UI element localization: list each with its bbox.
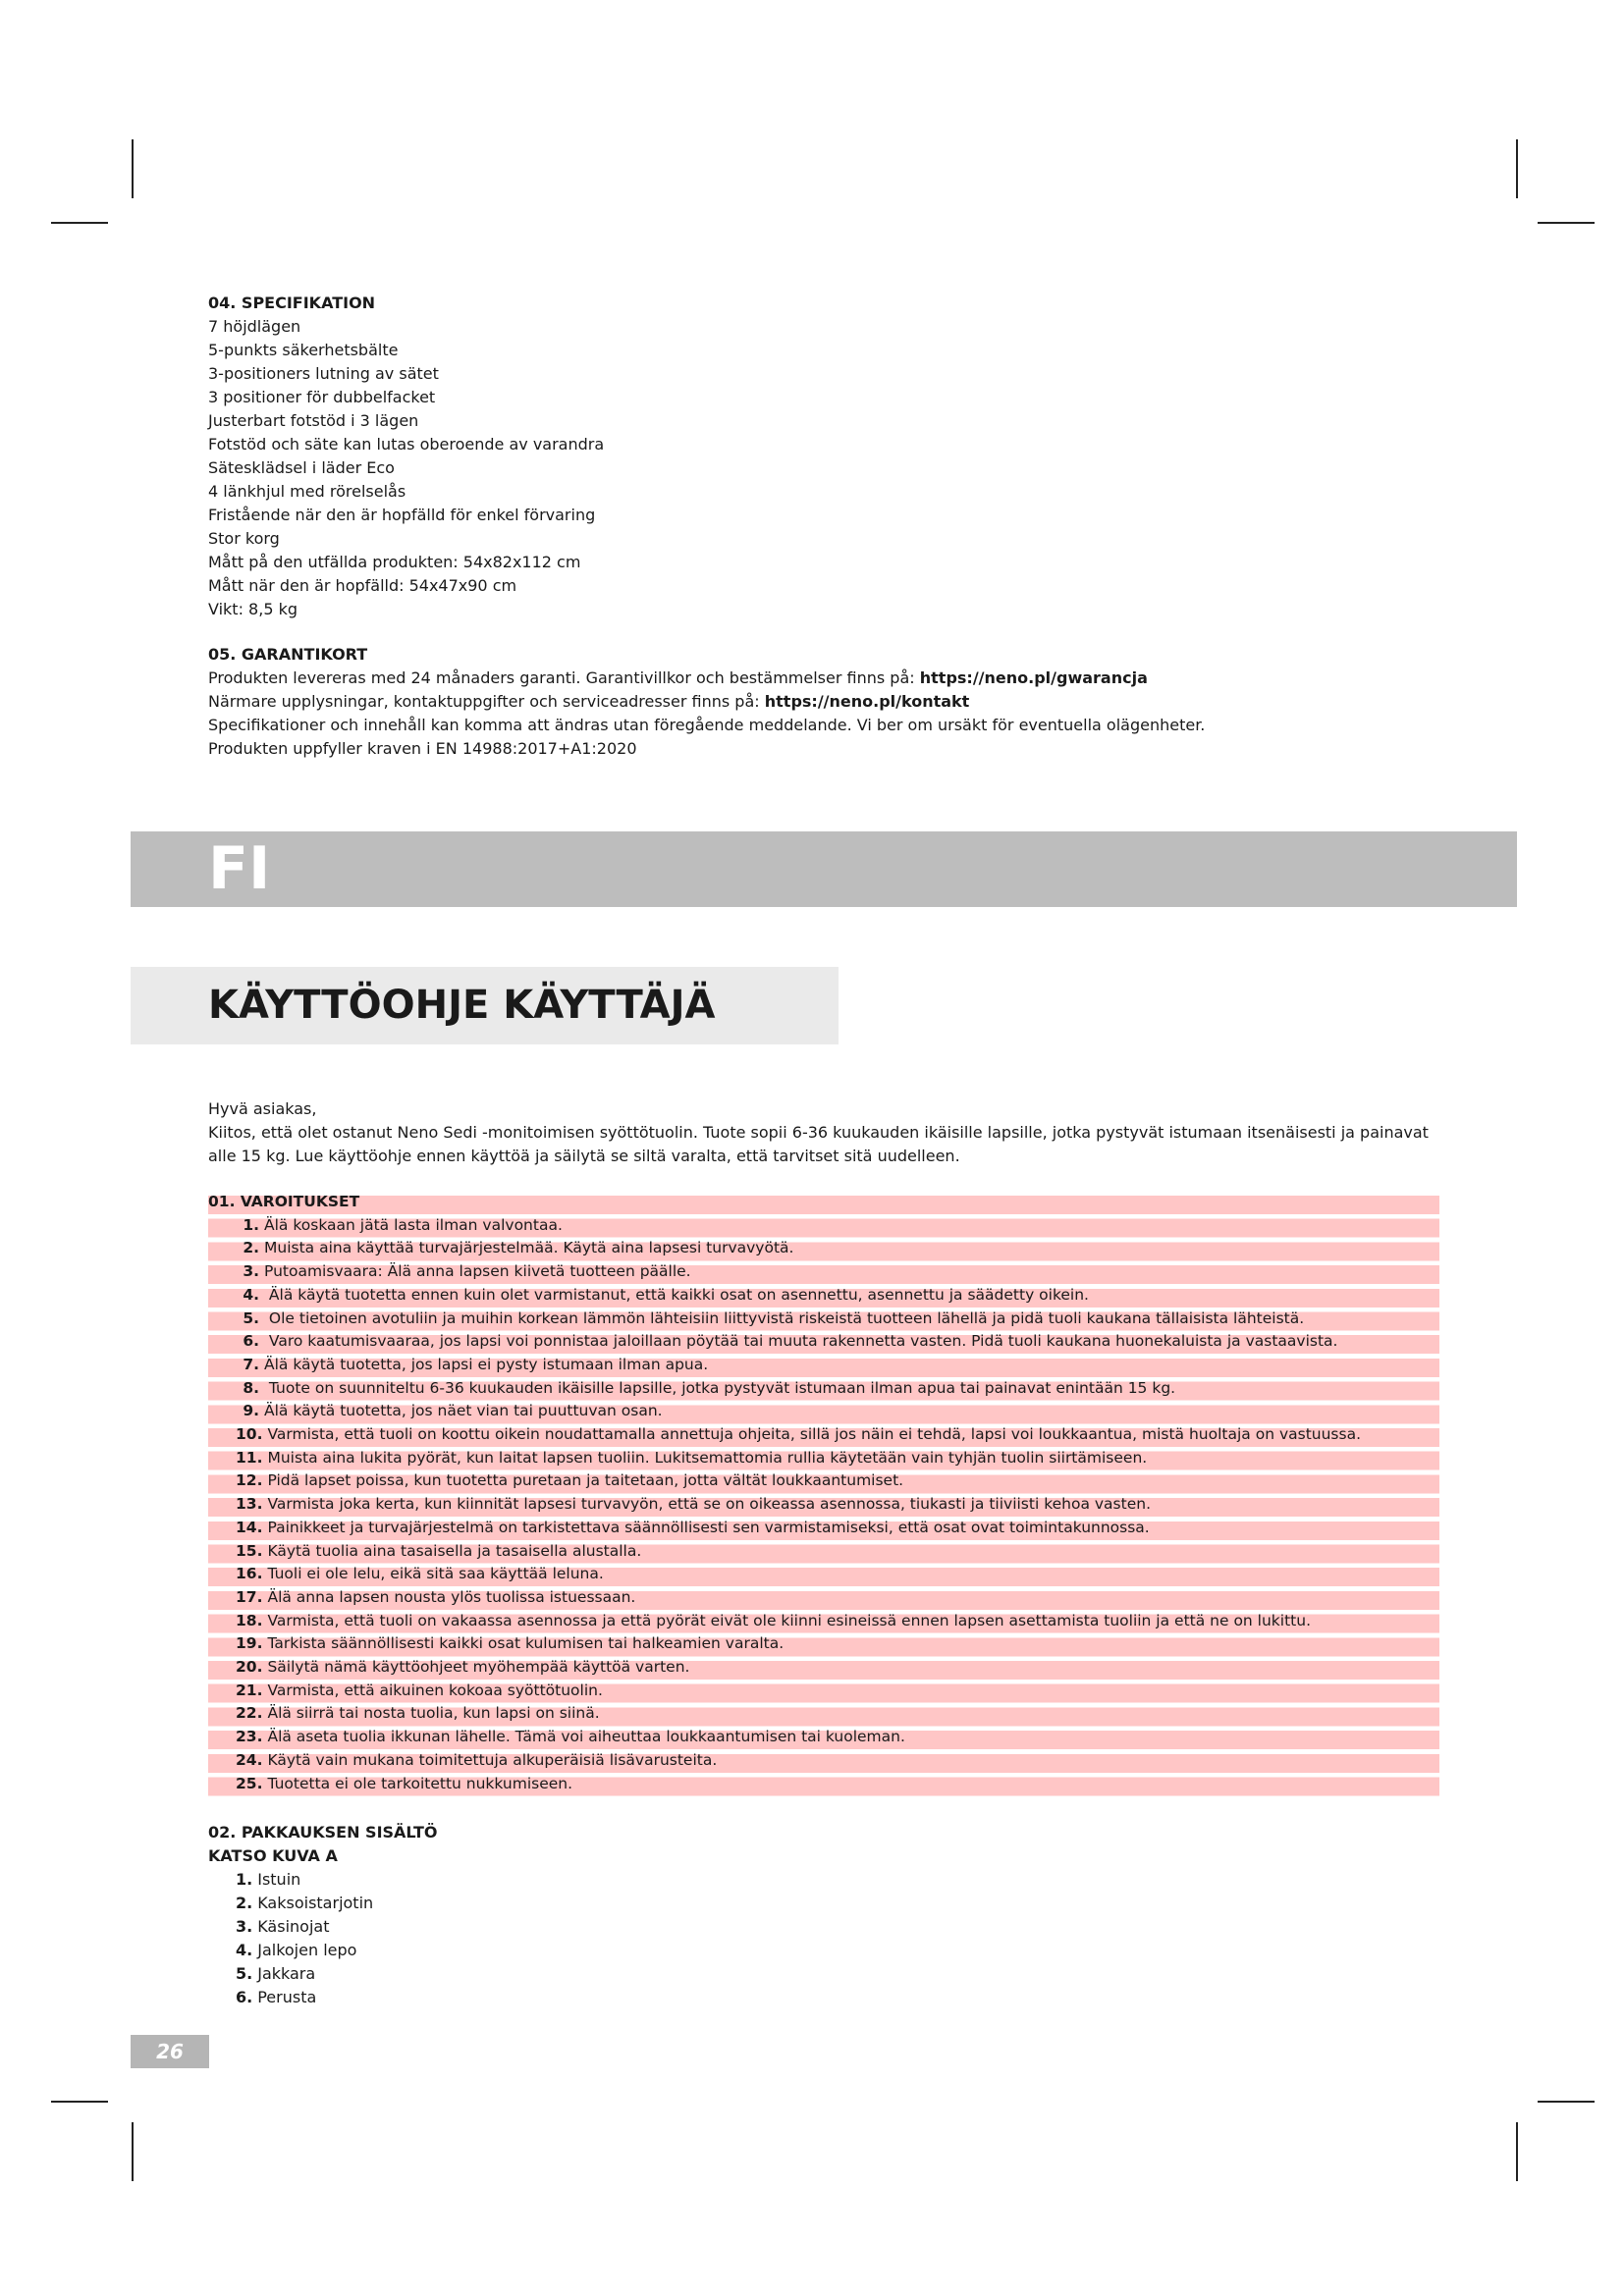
warning-item [208,1308,1361,1331]
item-number: 13. [236,1495,263,1514]
item-number: 9. [243,1402,259,1420]
section-heading: 01. VAROITUKSET [208,1193,360,1210]
intro-line: Kiitos, että olet ostanut Neno Sedi -monitoimisen syöttötuolin. Tuote sopii 6-36 kuukauden ikäisille lapsille, jotka pystyvät istumaan itsenäisesti ja painavat [208,1123,1429,1142]
section-heading: 02. PAKKAUKSEN SISÄLTÖ [208,1823,438,1842]
item-text: Varo kaatumisvaaraa, jos lapsi voi ponnistaa jaloillaan pöytää tai muuta rakennetta vasten. Pidä tuoli kaukana huonekaluista ja vastaavista. [264,1332,1338,1351]
warning-item [208,1284,1361,1308]
warning-item [208,1377,1361,1401]
item-number: 14. [236,1518,263,1536]
warning-item [208,1469,1361,1493]
item-text: Käytä vain mukana toimitettuja alkuperäisiä lisävarusteita. [267,1750,718,1769]
item-number: 5. [243,1308,259,1327]
spec-line: Sätesklädsel i läder Eco [208,458,395,477]
warranty-section [208,643,1205,761]
warning-item [208,1632,1361,1656]
warning-item [208,1586,1361,1610]
item-text: Muista aina käyttää turvajärjestelmää. Käytä aina lapsesi turvavyötä. [264,1239,794,1257]
item-text: Älä anna lapsen nousta ylös tuolissa istuessaan. [267,1587,636,1606]
item-number: 10. [236,1425,263,1444]
item-text: Jakkara [257,1964,316,1983]
warning-item [208,1680,1361,1703]
item-number: 23. [236,1728,263,1746]
crop-mark [1516,2122,1518,2181]
item-number: 25. [236,1774,263,1792]
item-text: Käsinojat [257,1917,330,1936]
warranty-text: Produkten levereras med 24 månaders garanti. Garantivillkor och bestämmelser finns på: [208,668,920,687]
warning-item [208,1749,1361,1773]
item-text: Varmista, että tuoli on vakaassa asennossa ja että pyörät eivät ole kiinni esineissä ennen lapsen asettamista tuoliin ja että ne on lukittu. [267,1611,1311,1629]
warning-item [208,1726,1361,1749]
item-text: Käytä tuolia aina tasaisella ja tasaisella alustalla. [267,1541,642,1560]
item-text: Älä käytä tuotetta, jos lapsi ei pysty istumaan ilman apua. [264,1355,709,1373]
item-number: 1. [243,1215,259,1234]
item-number: 7. [243,1355,259,1373]
item-number: 20. [236,1658,263,1677]
item-number: 3. [236,1917,253,1936]
warning-item [208,1400,1361,1423]
crop-mark [1538,222,1595,224]
item-number: 6. [236,1988,253,2006]
contents-item [208,1939,438,1962]
warning-item [208,1540,1361,1564]
item-text: Kaksoistarjotin [257,1894,374,1912]
item-number: 2. [243,1239,259,1257]
warning-item [208,1447,1361,1470]
item-number: 15. [236,1541,263,1560]
item-text: Istuin [257,1870,301,1889]
spec-line: 4 länkhjul med rörelselås [208,482,406,501]
item-text: Älä käytä tuotetta, jos näet vian tai puuttuvan osan. [264,1402,663,1420]
item-number: 21. [236,1681,263,1699]
item-text: Muista aina lukita pyörät, kun laitat lapsen tuoliin. Lukitsemattomia rullia käytetään vain tyhjän tuolin siirtämiseen. [267,1448,1148,1467]
warning-item [208,1610,1361,1633]
item-text: Älä aseta tuolia ikkunan lähelle. Tämä voi aiheuttaa loukkaantumisen tai kuoleman. [267,1728,905,1746]
item-text: Älä koskaan jätä lasta ilman valvontaa. [264,1215,563,1234]
standard-line: Produkten uppfyller kraven i EN 14988:2017+A1:2020 [208,739,637,758]
crop-mark [132,2122,134,2181]
item-number: 11. [236,1448,263,1467]
warning-item [208,1773,1361,1796]
crop-mark [132,139,134,198]
crop-mark [51,222,108,224]
warranty-link[interactable]: https://neno.pl/gwarancja [919,668,1148,687]
intro-section [208,1097,1429,1168]
contents-item [208,1868,438,1892]
language-code: FI [208,834,271,903]
spec-line: Mått på den utfällda produkten: 54x82x112 cm [208,553,581,571]
item-text: Pidä lapset poissa, kun tuotetta puretaan ja taitetaan, jotta vältät loukkaantumiset. [267,1471,904,1490]
spec-line: Mått när den är hopfälld: 54x47x90 cm [208,576,517,595]
item-number: 24. [236,1750,263,1769]
warning-item [208,1330,1361,1354]
section-heading: 04. SPECIFIKATION [208,294,376,312]
warning-item [208,1493,1361,1517]
item-number: 22. [236,1704,263,1723]
spec-line: 3 positioner för dubbelfacket [208,388,436,406]
contents-item [208,1986,438,2009]
contents-item [208,1962,438,1986]
item-number: 6. [243,1332,259,1351]
item-text: Säilytä nämä käyttöohjeet myöhempää käyttöä varten. [267,1658,690,1677]
contact-link[interactable]: https://neno.pl/kontakt [764,692,970,711]
spec-line: Fotstöd och säte kan lutas oberoende av varandra [208,435,605,454]
spec-line: Justerbart fotstöd i 3 lägen [208,411,419,430]
crop-mark [51,2101,108,2103]
item-number: 4. [236,1941,253,1959]
item-text: Tuotetta ei ole tarkoitettu nukkumiseen. [267,1774,573,1792]
item-text: Ole tietoinen avotuliin ja muihin korkean lämmön lähteisiin liittyvistä riskeistä tuotteen lähellä ja pidä tuoli kaukana tällaisista lähteistä. [264,1308,1305,1327]
section-subheading: KATSO KUVA A [208,1846,338,1865]
crop-mark [1516,139,1518,198]
spec-line: 5-punkts säkerhetsbälte [208,341,399,359]
page-number: 26 [156,2040,184,2063]
warning-item [208,1656,1361,1680]
contents-item [208,1892,438,1915]
item-text: Tarkista säännöllisesti kaikki osat kulumisen tai halkeamien varalta. [267,1634,785,1653]
item-number: 19. [236,1634,263,1653]
warning-item [208,1237,1361,1260]
item-text: Jalkojen lepo [257,1941,357,1959]
contact-text: Närmare upplysningar, kontaktuppgifter och serviceadresser finns på: [208,692,765,711]
item-number: 12. [236,1471,263,1490]
item-number: 8. [243,1378,259,1397]
item-text: Painikkeet ja turvajärjestelmä on tarkistettava säännöllisesti sen varmistamiseksi, että osat ovat toimintakunnossa. [267,1518,1150,1536]
item-text: Perusta [257,1988,317,2006]
spec-line: Fristående när den är hopfälld för enkel förvaring [208,506,596,524]
item-text: Varmista, että tuoli on koottu oikein noudattamalla annettuja ohjeita, sillä jos näin ei tehdä, lapsi voi loukkaantua, mistä huoltaja on vastuussa. [267,1425,1361,1444]
warning-item [208,1354,1361,1377]
item-number: 3. [243,1262,259,1281]
item-number: 18. [236,1611,263,1629]
warning-item [208,1423,1361,1447]
warning-item [208,1260,1361,1284]
item-text: Tuote on suunniteltu 6-36 kuukauden ikäisille lapsille, jotka pystyvät istumaan ilman apua tai painavat enintään 15 kg. [264,1378,1176,1397]
warranty-line [208,667,1205,690]
spec-line: 7 höjdlägen [208,317,301,336]
language-bar [131,831,1517,907]
item-text: Älä käytä tuotetta ennen kuin olet varmistanut, että kaikki osat on asennettu, asennettu ja säädetty oikein. [264,1285,1089,1304]
intro-line: alle 15 kg. Lue käyttöohje ennen käyttöä ja säilytä se siltä varalta, että tarvitset sitä uudelleen. [208,1147,960,1165]
item-text: Putoamisvaara: Älä anna lapsen kiivetä tuotteen päälle. [264,1262,691,1281]
item-number: 16. [236,1565,263,1583]
warning-item [208,1517,1361,1540]
item-number: 2. [236,1894,253,1912]
section-heading: 05. GARANTIKORT [208,645,368,664]
spec-line: 3-positioners lutning av sätet [208,364,439,383]
disclaimer-line: Specifikationer och innehåll kan komma att ändras utan föregående meddelande. Vi ber om ursäkt för eventuella olägenheter. [208,716,1206,734]
contents-item [208,1915,438,1939]
item-text: Tuoli ei ole lelu, eikä sitä saa käyttää leluna. [267,1565,604,1583]
item-number: 4. [243,1285,259,1304]
package-contents-section [208,1821,438,2009]
item-number: 5. [236,1964,253,1983]
item-text: Varmista joka kerta, kun kiinnität lapsesi turvavyön, että se on oikeassa asennossa, tiukasti ja tiiviisti kehoa vasten. [267,1495,1151,1514]
item-text: Varmista, että aikuinen kokoaa syöttötuolin. [267,1681,603,1699]
spec-line: Vikt: 8,5 kg [208,600,298,618]
spec-line: Stor korg [208,529,280,548]
specification-section [208,292,604,621]
item-number: 17. [236,1587,263,1606]
warning-item [208,1214,1361,1238]
contact-line [208,690,1205,714]
warning-item [208,1702,1361,1726]
warning-item [208,1563,1361,1586]
item-text: Älä siirrä tai nosta tuolia, kun lapsi on siinä. [267,1704,600,1723]
crop-mark [1538,2101,1595,2103]
greeting: Hyvä asiakas, [208,1099,317,1118]
page-title: KÄYTTÖOHJE KÄYTTÄJÄ [208,983,716,1028]
item-number: 1. [236,1870,253,1889]
warnings-section [208,1191,1361,1795]
